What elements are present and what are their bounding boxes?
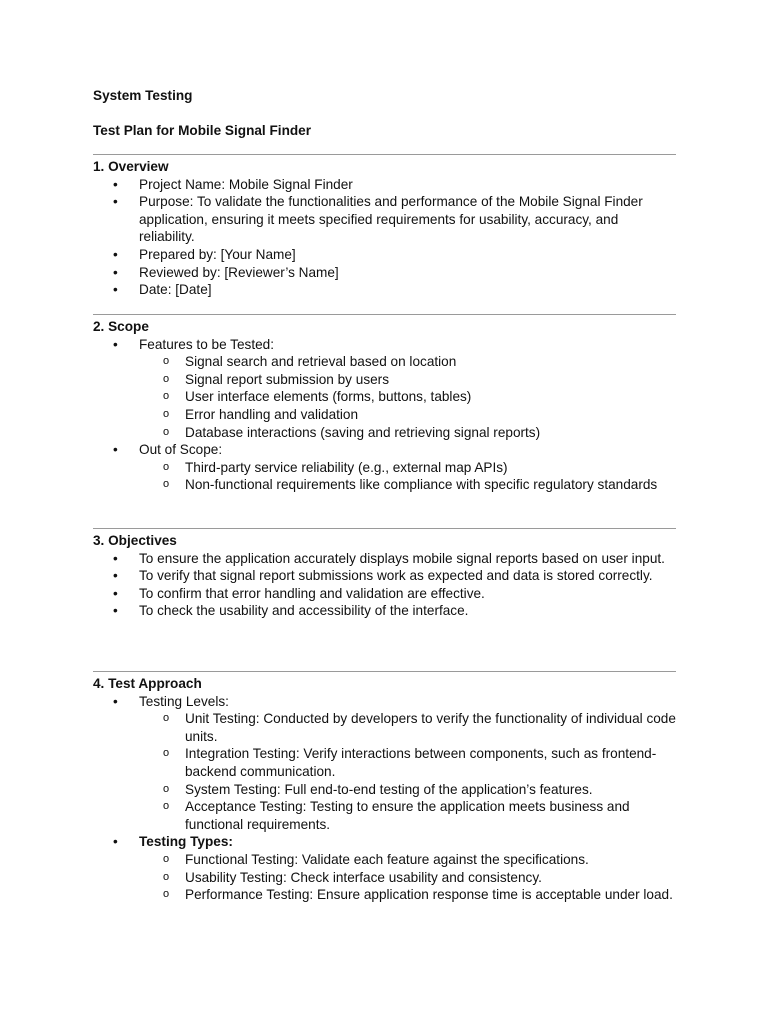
bullet-icon: •	[113, 282, 118, 298]
approach-group-testing-types	[93, 833, 676, 903]
objective-item	[93, 602, 676, 620]
bullet-icon: •	[113, 585, 118, 601]
sublist-item-text: Signal search and retrieval based on location	[185, 354, 457, 370]
features-sublist	[139, 353, 676, 441]
overview-item-reviewed-by	[93, 264, 676, 282]
section-overview	[93, 158, 676, 299]
overview-item-prepared-by	[93, 246, 676, 264]
sublist-item	[139, 851, 676, 869]
sublist-item	[139, 424, 676, 442]
sublist-item-text: System Testing: Full end-to-end testing of the application’s features.	[185, 781, 593, 797]
list-item-text: Features to be Tested:	[139, 336, 275, 352]
list-item-text: Project Name: Mobile Signal Finder	[139, 176, 353, 192]
list-item-text: Prepared by: [Your Name]	[139, 246, 296, 262]
out-of-scope-sublist	[139, 459, 676, 494]
approach-list	[93, 693, 676, 904]
list-item-text: To verify that signal report submissions work as expected and data is stored correctly.	[139, 568, 653, 584]
bullet-icon: •	[113, 834, 118, 850]
scope-group-features	[93, 336, 676, 442]
sublist-item	[139, 798, 676, 833]
scope-list	[93, 336, 676, 494]
bullet-icon: •	[113, 603, 118, 619]
list-item-text: To check the usability and accessibility of the interface.	[139, 603, 469, 619]
section-heading-test-approach: 4. Test Approach	[93, 676, 202, 691]
sub-bullet-icon: o	[163, 372, 170, 385]
bullet-icon: •	[113, 264, 118, 280]
section-objectives	[93, 532, 676, 620]
sub-bullet-icon: o	[163, 782, 170, 795]
section-divider	[93, 528, 676, 529]
sublist-item	[139, 371, 676, 389]
sublist-item-text: Acceptance Testing: Testing to ensure the application meets business and functional requirements.	[185, 799, 630, 832]
objective-item	[93, 585, 676, 603]
section-heading-objectives: 3. Objectives	[93, 533, 177, 548]
sublist-item-text: Database interactions (saving and retrieving signal reports)	[185, 424, 541, 440]
bullet-icon: •	[113, 442, 118, 458]
sublist-item-text: User interface elements (forms, buttons, tables)	[185, 389, 472, 405]
sub-bullet-icon: o	[163, 355, 170, 368]
section-heading-overview: 1. Overview	[93, 159, 169, 174]
section-test-approach	[93, 675, 676, 904]
sub-bullet-icon: o	[163, 425, 170, 438]
section-heading-scope: 2. Scope	[93, 319, 149, 334]
list-item-text: Purpose: To validate the functionalities and performance of the Mobile Signal Finder application, ensuring it meets specified requirements for usability, accuracy, and reliability.	[139, 194, 643, 245]
sublist-item-text: Performance Testing: Ensure application response time is acceptable under load.	[185, 887, 673, 903]
list-item-text: Reviewed by: [Reviewer’s Name]	[139, 264, 339, 280]
sublist-item	[139, 781, 676, 799]
list-item-text: To confirm that error handling and validation are effective.	[139, 585, 485, 601]
scope-group-out-of-scope	[93, 441, 676, 494]
overview-item-date	[93, 281, 676, 299]
bullet-icon: •	[113, 176, 118, 192]
section-divider	[93, 154, 676, 155]
sublist-item	[139, 886, 676, 904]
list-item-text: To ensure the application accurately displays mobile signal reports based on user input.	[139, 550, 665, 566]
sublist-item-text: Usability Testing: Check interface usability and consistency.	[185, 869, 542, 885]
sublist-item	[139, 406, 676, 424]
objective-item	[93, 567, 676, 585]
sub-bullet-icon: o	[163, 390, 170, 403]
approach-group-testing-levels	[93, 693, 676, 834]
sublist-item	[139, 869, 676, 887]
sublist-item-text: Integration Testing: Verify interactions between components, such as frontend-backend communication.	[185, 746, 657, 779]
overview-item-project-name	[93, 176, 676, 194]
sublist-item-text: Error handling and validation	[185, 406, 359, 422]
sublist-item	[139, 353, 676, 371]
sublist-item	[139, 388, 676, 406]
bullet-icon: •	[113, 550, 118, 566]
bullet-icon: •	[113, 194, 118, 210]
sublist-item-text: Unit Testing: Conducted by developers to verify the functionality of individual code units.	[185, 711, 676, 744]
overview-list	[93, 176, 676, 299]
sublist-item-text: Signal report submission by users	[185, 371, 389, 387]
list-item-text: Testing Types:	[139, 834, 233, 850]
bullet-icon: •	[113, 246, 118, 262]
sub-bullet-icon: o	[163, 478, 170, 491]
bullet-icon: •	[113, 568, 118, 584]
testing-levels-sublist	[139, 710, 676, 833]
section-scope	[93, 318, 676, 494]
sublist-item	[139, 476, 676, 494]
sub-bullet-icon: o	[163, 747, 170, 760]
sub-bullet-icon: o	[163, 888, 170, 901]
bullet-icon: •	[113, 336, 118, 352]
list-item-text: Date: [Date]	[139, 282, 212, 298]
sublist-item-text: Third-party service reliability (e.g., external map APIs)	[185, 459, 508, 475]
sublist-item	[139, 745, 676, 780]
overview-item-purpose	[93, 193, 676, 246]
sublist-item	[139, 459, 676, 477]
sub-bullet-icon: o	[163, 712, 170, 725]
document-title: System Testing	[93, 88, 193, 103]
sub-bullet-icon: o	[163, 407, 170, 420]
section-divider	[93, 314, 676, 315]
list-item-text: Testing Levels:	[139, 693, 229, 709]
sub-bullet-icon: o	[163, 800, 170, 813]
sub-bullet-icon: o	[163, 870, 170, 883]
section-divider	[93, 671, 676, 672]
objectives-list	[93, 550, 676, 620]
test-plan-title: Test Plan for Mobile Signal Finder	[93, 123, 312, 138]
sub-bullet-icon: o	[163, 460, 170, 473]
sub-bullet-icon: o	[163, 852, 170, 865]
bullet-icon: •	[113, 693, 118, 709]
sublist-item-text: Functional Testing: Validate each feature against the specifications.	[185, 851, 589, 867]
list-item-text: Out of Scope:	[139, 442, 223, 458]
testing-types-sublist	[139, 851, 676, 904]
sublist-item-text: Non-functional requirements like compliance with specific regulatory standards	[185, 477, 658, 493]
objective-item	[93, 550, 676, 568]
sublist-item	[139, 710, 676, 745]
